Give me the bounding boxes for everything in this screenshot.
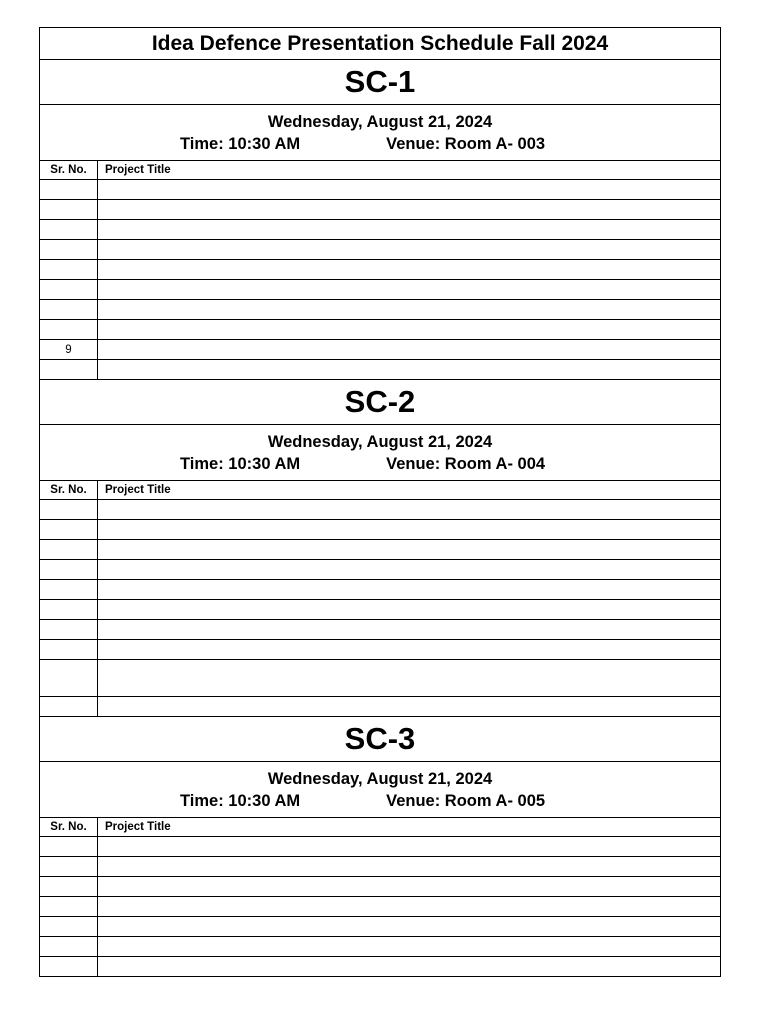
sr-no-cell xyxy=(40,200,98,219)
project-title-cell xyxy=(98,260,720,279)
section-date: Wednesday, August 21, 2024 xyxy=(267,432,493,451)
section-heading-sc1: SC-1 xyxy=(39,60,721,105)
project-title-cell xyxy=(98,180,720,199)
project-title-cell xyxy=(98,320,720,339)
table-row xyxy=(39,957,721,977)
project-title-cell xyxy=(98,240,720,259)
project-title-cell xyxy=(98,280,720,299)
sr-no-cell xyxy=(40,180,98,199)
project-title-cell xyxy=(98,620,720,639)
project-title-cell xyxy=(98,837,720,856)
sr-no-cell xyxy=(40,857,98,876)
table-row xyxy=(39,580,721,600)
table-row xyxy=(39,320,721,340)
table-row xyxy=(39,300,721,320)
section-heading-sc2: SC-2 xyxy=(39,380,721,425)
project-title-cell xyxy=(98,937,720,956)
section-heading-sc3: SC-3 xyxy=(39,717,721,762)
table-row xyxy=(39,877,721,897)
sr-no-cell xyxy=(40,660,98,696)
column-header-sr-no: Sr. No. xyxy=(40,161,98,179)
project-title-cell xyxy=(98,520,720,539)
project-title-cell xyxy=(98,957,720,976)
project-title-cell xyxy=(98,300,720,319)
sr-no-cell xyxy=(40,240,98,259)
sr-no-cell xyxy=(40,917,98,936)
sr-no-cell xyxy=(40,560,98,579)
table-header-sc3 xyxy=(39,818,721,837)
table-row xyxy=(39,220,721,240)
project-title-cell xyxy=(98,877,720,896)
column-header-project-title: Project Title xyxy=(105,484,171,496)
project-title-cell xyxy=(98,917,720,936)
project-title-cell xyxy=(98,660,720,696)
table-row xyxy=(39,240,721,260)
table-header-sc1 xyxy=(39,161,721,180)
sr-no-cell xyxy=(40,620,98,639)
sr-no-cell xyxy=(40,957,98,976)
sr-no-cell xyxy=(40,580,98,599)
column-header-sr-no: Sr. No. xyxy=(40,818,98,836)
project-title-cell xyxy=(98,540,720,559)
section-time: Time: 10:30 AM xyxy=(180,791,301,810)
table-row xyxy=(39,340,721,360)
table-row xyxy=(39,560,721,580)
section-info-sc3 xyxy=(39,762,721,818)
project-title-cell xyxy=(98,360,720,379)
section-date: Wednesday, August 21, 2024 xyxy=(267,769,493,788)
sr-no-cell xyxy=(40,300,98,319)
sr-no-cell xyxy=(40,877,98,896)
project-title-cell xyxy=(98,600,720,619)
sr-no-cell xyxy=(40,520,98,539)
section-info-sc1 xyxy=(39,105,721,161)
table-row xyxy=(39,540,721,560)
sr-no-cell xyxy=(40,937,98,956)
project-title-cell xyxy=(98,200,720,219)
table-row xyxy=(39,280,721,300)
section-date: Wednesday, August 21, 2024 xyxy=(267,112,493,131)
sr-no-cell xyxy=(40,320,98,339)
sr-no-cell xyxy=(40,640,98,659)
schedule-sheet xyxy=(39,27,721,977)
table-row xyxy=(39,660,721,697)
project-title-cell xyxy=(98,897,720,916)
table-row xyxy=(39,857,721,877)
section-info-sc2 xyxy=(39,425,721,481)
table-row xyxy=(39,640,721,660)
column-header-project-title: Project Title xyxy=(105,164,171,176)
table-row xyxy=(39,360,721,380)
section-venue: Venue: Room A- 003 xyxy=(386,134,546,153)
column-header-project-title: Project Title xyxy=(105,821,171,833)
sr-no-cell: 9 xyxy=(40,340,98,359)
table-row xyxy=(39,600,721,620)
sr-no-cell xyxy=(40,220,98,239)
column-header-sr-no: Sr. No. xyxy=(40,481,98,499)
table-header-sc2 xyxy=(39,481,721,500)
section-venue: Venue: Room A- 005 xyxy=(386,791,546,810)
sr-no-cell xyxy=(40,697,98,716)
table-row xyxy=(39,897,721,917)
project-title-cell xyxy=(98,560,720,579)
sr-no-cell xyxy=(40,500,98,519)
table-row xyxy=(39,837,721,857)
project-title-cell xyxy=(98,697,720,716)
section-time: Time: 10:30 AM xyxy=(180,454,301,473)
sr-no-cell xyxy=(40,540,98,559)
project-title-cell xyxy=(98,340,720,359)
section-time: Time: 10:30 AM xyxy=(180,134,301,153)
sr-no-cell xyxy=(40,260,98,279)
section-venue: Venue: Room A- 004 xyxy=(386,454,546,473)
sr-no-cell xyxy=(40,897,98,916)
sr-no-cell xyxy=(40,280,98,299)
table-row xyxy=(39,260,721,280)
sr-no-cell xyxy=(40,360,98,379)
table-row xyxy=(39,180,721,200)
table-row xyxy=(39,620,721,640)
table-row xyxy=(39,937,721,957)
table-row xyxy=(39,200,721,220)
table-row xyxy=(39,917,721,937)
document-title: Idea Defence Presentation Schedule Fall 2024 xyxy=(39,27,721,60)
sr-no-cell xyxy=(40,837,98,856)
project-title-cell xyxy=(98,640,720,659)
table-row xyxy=(39,500,721,520)
sr-no-cell xyxy=(40,600,98,619)
project-title-cell xyxy=(98,857,720,876)
project-title-cell xyxy=(98,580,720,599)
project-title-cell xyxy=(98,500,720,519)
project-title-cell xyxy=(98,220,720,239)
table-row xyxy=(39,697,721,717)
table-row xyxy=(39,520,721,540)
